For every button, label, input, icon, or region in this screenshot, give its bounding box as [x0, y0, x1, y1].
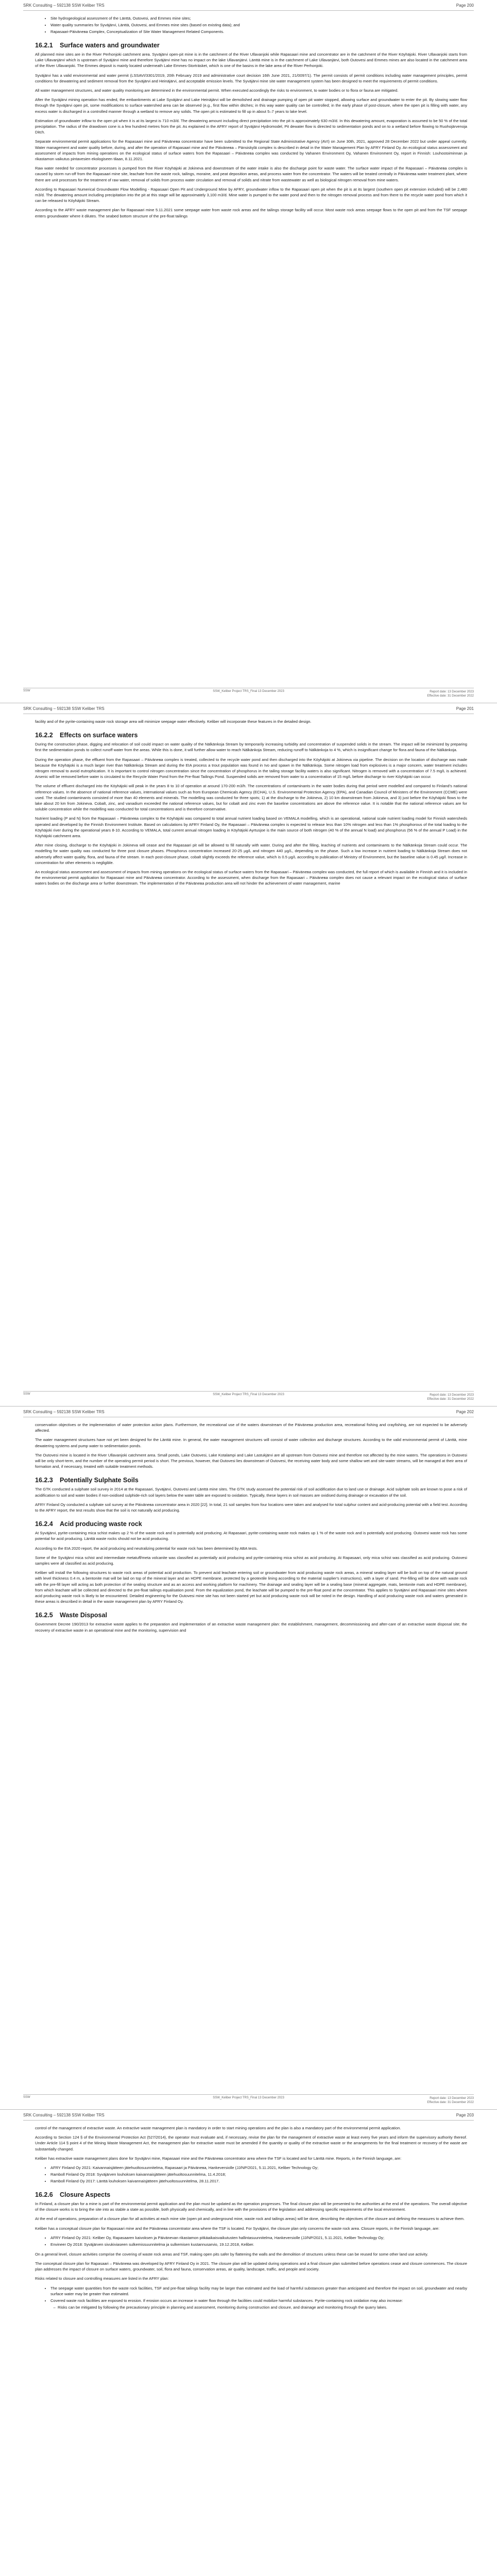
paragraph: Nutrient loading (P and N) from the Rapasaari – Päivänева complex to the Köyhäjoki was compared to total annual nutrient loading based on VEMALA modelling, which is an operational, national scale nutrient loading model for Finnish watersheds operated and developed by the Finnish Environment Institute. Based on calculations by AFRY Finland Oy, the Rapasaari – Päivänева complex is expected to release less than 10% nitrogen and less than 1% phosphorous of the total loading to the Köyhäjoki river during the operational years 8-10. According to VEMALA, total current annual nitrogen loading in Köyhäjoki Ayrtusjoe is the main source of both nitrogen (40 % of the annual N load) and phosphorus (56 % of the annual P Load) in the Köyhäjoki catchment area. — [35, 816, 467, 839]
paragraph: Keliber will install the following structures to waste rock areas of potential acid production. To prevent acid leachate entering soil or groundwater from acid producing waste rock areas, a mineral sealing layer will be built on top of the natural ground with level thickness 0.4 m, a bentonite mat will be laid on top of the mineral layer and an HDPE membrane, protected by a geotextile lining according to the material supplier's instructions), with a layer of sand. Pre-filling will be done with waste rock with the pre-fill layer will acting as both protection of the sealing structure and as an access and working platform for machinery. The drainage and sealing layer will be a sealing base (mineral aggregate, mats, bentonite mats and HDPE membrane), from which leachate will be collected and directed to the pre-float tailings equalisation pond. From the equalization pond, the leachate will be pumped to the pre-float pond at the concentrator. This applies to Syväjärvi and Rapasaari mine sites where acid producing waste rock is likely to be encountered. Detailed engineering for the Outovesi mine site has not been started yet but acid producing waste rock will be noted in the design. Handling of acid producing waste rock and waters generated in these areas is described in detail in the waste management plan by AFRY Finland Oy. — [35, 1570, 467, 1604]
paragraph: conservation objectives or the implementation of water protection action plans. Furthermore, the recreational use of the waters downstream of the Päivänева production area, recreational fishing and crayfishing, are not expected to be adversely affected. — [35, 1422, 467, 1433]
paragraph: According to the EIA 2020 report, the acid producing and neutralizing potential for waste rock has been determined by ABA tests. — [35, 1546, 258, 1551]
bullet-list — [35, 2285, 467, 2310]
paragraph: At Syväjärvi, pyrite-containing mica schist makes up 2 % of the waste rock and is potentially acid producing. At Rapasaari, pyrite-containing waste rock makes up 1 % of the waste rock and is potentially acid producing. Outovesi waste rock has some potential for acid producing. Länttä waste rocks should not be acid producing. — [35, 1531, 467, 1541]
sub-list-item: – Risks can be mitigated by following the precautionary principle in planning and assessment, monitoring during construction and closure, and drainage and monitoring through the quarry lakes. — [58, 2304, 467, 2310]
list-item: • Ramboll Finland Oy 2017: Länttä louhoksen kaivannaisjätteen jätehuoltosuunnitelma, 28.11.2017. — [50, 2178, 467, 2184]
section-title: Closure Aspects — [60, 2191, 111, 2199]
list-item: • Site hydrogeological assessment of the Länttä, Outovesi, and Emmes mine sites; — [50, 15, 467, 21]
paragraph: Some of the Syväjärvi mica schist and intermediate metatuff/meta volcanite was classified as potentially acid producing and pyrite-containing mica schist as acid producing. At Rapasaari, only mica schist was classified as acid producing. Outovesi samples were all classified as acid producing. — [35, 1555, 467, 1566]
paragraph: In Finland, a closure plan for a mine is part of the environmental permit application and the plan must be updated as the operation progresses. The final closure plan will be presented to the authorities at the end of the operations. The overall objective of the closure works is to bring the site into as stable a state as possible, both physically and chemically, and in line with the provisions of the legislation and addressing specific requirements of the local environment. — [35, 2201, 467, 2212]
page-body — [35, 15, 467, 685]
bullet-list — [35, 2165, 467, 2184]
paragraph: control of the management of extractive waste. An extractive waste management plan is mandatory in order to start mining operations and the plan is also a mandatory part of the environmental permit application. — [35, 2126, 401, 2130]
page-body — [35, 719, 467, 1388]
section-title: Surface waters and groundwater — [60, 42, 160, 49]
paragraph: All planned mine sites are in the River Perhonjoki catchment area. Syväjärvi open-pit mine is in the catchment of the River Ullavanjoki while Rapasaari mine and concentrator are in the catchment of the River Köyhäjoki. River Ullavanjoki starts from Lake Ullavanjärvi which is upstream of Syväjärvi mine and therefore Syväjärvi mine has no impact on the lake Ullavanjärvi. Länttä mine is in the catchment of Lake Ullavanjärvi, both Outovesi and Emmes mines are also located in the catchment area of the River Ullavanjoki. The Emmes deposit is mainly located underneath Lake Emmes-Storträsket, which is one of the basins in the lake area of the River Perhonjoki. — [35, 52, 467, 69]
paragraph: Syväjärvi has a valid environmental and water permit (LSSAVI/3301/2019, 20th February 2019 and administrative court decision 16th June 2021, 21/0097/1). The permit consists of permit conditions including water management principles, permit conditions for dewatering and sediment removal from the Syväjärvi and Heinäjärvi, and acceptable emission levels. The Syväjärvi mine site water management system has been designed to meet the requirements of permit conditions. — [35, 73, 467, 83]
paragraph: On a general level, closure activities comprise the covering of waste rock areas and TSF, making open pits safer by flattening the walls and the demolition of structures unless these can be reused for some other land use activity. — [35, 2251, 429, 2257]
section-heading — [35, 1612, 467, 1619]
paragraph: After mine closing, discharge to the Köyhäjoki in Jokineva will cease and the Rapasaari pit will be allowed to fill naturally with water. During and after the filling, leaching of nutrients and contaminants to the Nälkänkoja Stream could occur. The modelling for water quality was conducted for three post closure phases. Phosphorus concentration increased 20-25 µg/L and nitrogen 440 µg/L, depending on the phase. Such a low increase in nutrient loading to Nälkänkoja Stream does not adversely affect water quality, flora, and fauna of the stream. In each post-closure phase, cobalt slightly exceeds the reference value, which is 0.5 µg/L according to publication of Ministry of Environment, but the baseline value is 0.45 µg/l. Increase in concentration for other elements is negligible. — [35, 843, 467, 865]
page-footer — [23, 2094, 474, 2105]
paragraph: During the construction phase, digging and relocation of soil could impact on water quality of the Nälkänkoja Stream by temporarily increasing turbidity and concentration of suspended solids in the stream. The impact will be minimized by preparing first the sedimentation ponds to collect runoff water from the areas. While this is done, it will further allow water to reach Nälkänkoja Stream, reducing runoff to Nälkänkoja to 4 %, which is insignificant change for flora and fauna of the Nälkänkoja. — [35, 742, 467, 753]
paragraph: According to the AFRY waste management plan for Rapasaari mine 5.11.2021 some seepage water from waste rock areas and the tailings storage facility will occur. Most waste rock areas seepage flows to the open pit and from the TSF seepage enters groundwater where it dilutes. The seabed bottom structure of the pre-float tailings — [35, 208, 467, 218]
section-heading — [35, 1477, 467, 1484]
page-body — [35, 1422, 467, 2092]
footer-code: SSW — [23, 689, 30, 692]
section-number: 16.2.5 — [35, 1612, 53, 1619]
footer-dates: Report date: 13 December 2023 Effective date: 31 December 2022 — [427, 2097, 474, 2104]
section-title: Potentially Sulphate Soils — [60, 1477, 139, 1484]
page-header — [23, 1410, 474, 1417]
footer-code: SSW — [23, 1393, 30, 1396]
list-item: • Covered waste rock facilities are exposed to erosion. If erosion occurs an increase in water flow through the facilities could mobilize harmful substances. Pyrite-containing rock oxidation may also increase: — [50, 2298, 467, 2303]
bullet-list — [35, 2235, 467, 2247]
section-heading — [35, 1520, 467, 1528]
paragraph: The Outovesi mine is located in the River Ullavanjoki catchment area. Small ponds, Lake Outovesi, Lake Kotalampi and Lake Lastukjärvi are all upstream from Outovesi mine and therefore not affected by the mine waters. The operations in Outovesi will be only short-term, and the number of the operating permit period is short. The previous, however, that Outovesi lies downstream of Outovesi, the receiving water body and some shallow wet and site-water streams, will be managed at their area of formation and, if necessary, treated with suitable treatment methods. — [35, 1452, 467, 1469]
list-item: • Water quality summaries for Syväjärvi, Länttä, Outovesi, and Emmes mine sites (based on existing data); and — [50, 22, 467, 28]
document-page-4 — [0, 2110, 497, 2576]
document-page-1 — [0, 0, 497, 703]
paragraph: The water management structures have not yet been designed for the Länttä mine. In general, the water management structures will consist of water collection and discharge structures. According to the valid environmental permit of Länttä, mine dewatering systems and pump water to sedimentation ponds. — [35, 1437, 467, 1448]
document-page-2 — [0, 703, 497, 1406]
header-title: SRK Consulting – 592138 SSW Keliber TRS — [23, 3, 105, 8]
list-item: • The seepage water quantities from the waste rock facilities, TSF and pre-float tailings facility may be larger than estimated and the load of harmful substances greater than anticipated and therefore the impact on soil, groundwater and nearby surface water may be greater than estimated. — [50, 2285, 467, 2297]
page-footer — [23, 688, 474, 699]
section-number: 16.2.4 — [35, 1520, 53, 1528]
footer-code: SSW — [23, 2096, 30, 2099]
section-heading — [35, 2191, 467, 2198]
section-heading — [35, 732, 467, 739]
paragraph: An ecological status assessment and assessment of impacts from mining operations on the ecological status of surface waters from the Rapasaari – Päivänева complex was conducted, the full report of which is available in Finnish and it is included in the environmental permit application for Rapasaari mine and Päivänева concentrator. According to the assessment, when discharge from the Rapasaari – Päivänева complex does not cause a relevant impact on the ecological status of surface waters bodies on the discharge area or further downstream. The implementation of the Päivänева production area will not hinder the achievement of water management, marine — [35, 870, 467, 886]
paragraph: According to Rapasaari Numerical Groundwater Flow Modelling - Rapasaari Open Pit and Underground Mine by AFRY, groundwater inflow to the Rapasaari open pit when the pit is at its largest (southern open pit extension included) will be 2,480 m3/d. The dewatering amount including precipitation into the pit at this stage will be approximately 3,100 m3/d. Mine water is pumped to the water pond and then to the nitrogen removal process and from there to the recycle water pond from which it can be released to Köyhäjoki Stream. — [35, 187, 467, 204]
page-header — [23, 706, 474, 714]
page-header — [23, 3, 474, 11]
page-footer — [23, 1391, 474, 1402]
section-number: 16.2.3 — [35, 1477, 53, 1484]
list-item: • Envineer Oy 2018: Syväjärven sivukiviaseen sulkemissuunnitelma ja sulkemisen kustannusarvio, 19.12.2018, Keliber. — [50, 2242, 467, 2247]
paragraph: During the operation phase, the effluent from the Rapasaari – Päivänева complex is treated, collected to the recycle water pond and then discharged into the Köyhäjoki at Jokineva via pipeline. The decision on the location of discharge was made because the Köyhäjoki is a much larger river than Nälkänkoja Stream and during the EIA process a trout population was found in Ivo and spawn in the Nälkänkoja. Some nitrogen load from explosives is a major concern, water treatment includes nitrogen removal to avoid eutrophication. It is important to control nitrogen concentration since the concentration of phosphorus in the tailing storage facility waters is also significant. Nitrogen is removed with a concentration of 7.5 mg/L is achieved. Arsenic will be removed before water is circulated to the Recycle Water Pond from the Pre-float Tailings Pond. Suspended solids are removed from water to a concentration of 15 mg/L before discharge to river Köyhäjoki can occur. — [35, 757, 467, 779]
paragraph: The conceptual closure plan for Rapasaari – Päivänева was developed by AFRY Finland Oy in 2021. The closure plan will be updated during operations and a final closure plan submitted before operations cease and closure commences. The closure plan addresses the impact of closure on surface waters, groundwater, soil, flora and fauna, conservation areas, air quality, landscape, traffic, and people and society. — [35, 2261, 467, 2272]
section-heading — [35, 42, 467, 49]
page-number: Page 203 — [456, 2113, 474, 2117]
paragraph: Raw water needed for concentrator processes is pumped from the River Köyhäjoki at Jokineva and downstream of the water intake is also the discharge point for waste water. The surface water impact of the Rapasaari – Päivänева complex is caused by storm run-off from the Rapasaari mine site, leachate from the waste rock, tailings, moraine, and peat deposition areas, and process water from the concentrator. The waters will be treated centrally in Päivänева water treatment plant, where there are unit processes for the treatment of raw water, removal of solids from process water circulation and removal of solids and nitrate from wastewater as well as biological nitrogen removal from mine waters. — [35, 166, 467, 182]
paragraph: Keliber has a conceptual closure plan for Rapasaari mine and the Päivänева concentrator area where the TSF is located. For Syväjärvi, the closure plan only concerns the waste rock area. Closure reports, in the Finnish language, are: — [35, 2226, 440, 2231]
section-title: Waste Disposal — [60, 1612, 107, 1619]
list-item: • Rapasaari-Päivänева Complex, Conceptualization of Site Water Management Related Components. — [50, 29, 467, 35]
section-number: 16.2.1 — [35, 42, 53, 49]
page-header — [23, 2113, 474, 2121]
section-title: Effects on surface waters — [60, 732, 138, 739]
paragraph: AFRY Finland Oy conducted a sulphate soil survey at the Päivänева concentrator area in 2020 [22]. In total, 21 soil samples from four locations were taken and analysed for total sulphur content and acid-producing potential with a field test. According to the AFRY report, the test results show that the soil is not naturally acid producing. — [35, 1502, 467, 1513]
footer-file: SSW_Keliber Project TRS_Final 13 December 2023 — [213, 1393, 284, 1396]
header-title: SRK Consulting – 592138 SSW Keliber TRS — [23, 1410, 105, 1414]
document-page-3 — [0, 1406, 497, 2110]
paragraph: At the end of operations, preparation of a closure plan for all activities at each mine site (open pit and underground mine, waste rock and tailings areas) will be done, describing the objectives of the closure and defining the measures to achieve them. — [35, 2216, 465, 2222]
paragraph: According to Section 124 § of the Environmental Protection Act (527/2014), the operator must evaluate and, if necessary, revise the plan for the management of extractive waste at least every five years and inform the supervisory authority thereof. Under Article 114 § point 4 of the Mining Waste Management Act, the management plan for extractive waste must be amended if the quantity or quality of the extractive waste or the arrangements for the final treatment or recovery of the waste are substantially changed. — [35, 2135, 467, 2151]
paragraph: After the Syväjärvi mining operation has ended, the embankments at Lake Syväjärvi and Lake Heinäjärvi will be demolished and drainage pumping of open pit water stopped, allowing surface and groundwater to enter the pit. By slowing water flow through the Syväjärvi open pit, some modifications to surface watershed area can be observed (e.g., first flow within ditches; in this way water quality can be controlled; in the early phase of post-closure, where the open pit is filling with water, any excess water is discharged in a controlled manner through a wetland to remove any solids. The open pit is estimated to fill up in about 5–7 years to lake level. — [35, 97, 467, 114]
footer-dates: Report date: 13 December 2023 Effective date: 31 December 2022 — [427, 690, 474, 698]
paragraph: Separate environmental permit applications for the Rapasaari mine and Päivänева concentrator have been submitted to the Regional State Administrative Agency (AVI) on June 30th, 2021, approved 28 December 2022 but under appeal currently. Water management and water quality before, during, and after the operation of Rapasaari mine and the Päivänева – Pänsiskylä complex is described in detail in the Water Management Plan by AFRY Finland Oy. An ecological status assessment and assessment of impacts from mining operations on the ecological status of surface waters from the Rapasaari – Päivänева complex was conducted by Vahanen Environment Oy, Vahanen Environment Oy, report in Finnish: Louhostoiminnan ja rikastamon vaikutus pintavesien ekologiseen tilaan, 8.11.2021. — [35, 139, 467, 162]
list-item: • AFRY Finland Oy 2021: Kaivannaisjätteen jätehuoltosuunnitelma, Rapasaari ja Päivänева, Hankeversiolle (JJ/NP/2021, 5.11.2021, Keliber Technology Oy; — [50, 2165, 467, 2171]
page-body — [35, 2125, 467, 2576]
page-number: Page 202 — [456, 1410, 474, 1414]
paragraph: Risks related to closure and controlling measures are listed in the AFRY plan: — [35, 2276, 169, 2281]
paragraph: The GTK conducted a sulphate soil survey in 2014 at the Rapasaari, Syväjärvi, Outovesi and Länttä mine sites. The GTK study assessed the potential risk of soil acidification due to land use or drainage. Acid sulphate soils are known to pose a risk of acidification to soil and water bodies if non-oxidised sulphide-rich soil layers below the water table are exposed to oxidation. Typically, these layers in soil masses are oxidised during drainage or excavation of the soil. — [35, 1487, 467, 1498]
footer-dates: Report date: 13 December 2023 Effective date: 31 December 2022 — [427, 1394, 474, 1401]
section-title: Acid producing waste rock — [60, 1520, 142, 1528]
paragraph: Estimation of groundwater inflow to the open pit when it is at its largest is 710 m3/d. The dewatering amount including direct precipitation into the pit is approximately 630 m3/d. In this dewatering amount, evaporation is assumed to be 50 % of the total precipitation. The radius of the drawdown cone is a few hundred metres from the pit. As explained in the AFRY report of Syväjärvi Hydromodel, Pit dewater flow is directed to sedimentation ponds and on to a wetland before flowing to Ruohojärvenoja Ditch. — [35, 118, 467, 135]
header-title: SRK Consulting – 592138 SSW Keliber TRS — [23, 2113, 105, 2117]
section-number: 16.2.6 — [35, 2191, 53, 2199]
page-number: Page 201 — [456, 706, 474, 711]
page-number: Page 200 — [456, 3, 474, 8]
paragraph: facility and of the pyrite-containing waste rock storage area will minimize seepage water effectively. Keliber will incorporate these features in the detailed design. — [35, 719, 312, 724]
paragraph: Keliber has extractive waste management plans done for Syväjärvi mine, Rapasaari mine and the Päivänева concentrator area where the TSF is located and for Länttä mine. Reports, in the Finnish language, are: — [35, 2156, 402, 2161]
section-number: 16.2.2 — [35, 732, 53, 739]
paragraph: All water management structures, and water quality monitoring are determined in the environmental permit. When executed accordingly the risks to environment, to water bodies or to flora or fauna are mitigated. — [35, 88, 399, 93]
footer-file: SSW_Keliber Project TRS_Final 13 December 2023 — [213, 2096, 284, 2099]
footer-file: SSW_Keliber Project TRS_Final 13 December 2023 — [213, 690, 284, 693]
paragraph: Government Decree 190/2013 for extractive waste applies to the preparation and implementation of an extractive waste management plan: the establishment, management, decommissioning and after-care of an extractive waste disposal site; the recovery of extractive waste in an operational mine and the monitoring, supervision and — [35, 1622, 467, 1633]
list-item: • AFRY Finland Oy 2021: Keliber Oy, Rapasaaren kaivoksen ja Päivänevan rikastamon pitkäaikaisvaikutusten hallintasuunnitelma, Hankeversiolle (JJ/NP/2021, 5.11.2021, Keliber Technology Oy; — [50, 2235, 467, 2241]
bullet-list — [35, 15, 467, 35]
list-item: • Ramboll Finland Oy 2018: Syväjärven louhoksen kaivannaisjätteen jätehuoltosuunnitelma, 11.4.2018; — [50, 2172, 467, 2177]
header-title: SRK Consulting – 592138 SSW Keliber TRS — [23, 706, 105, 711]
paragraph: The volume of effluent discharged into the Köyhäjoki will peak in the years 8 to 10 of operation at around 170-200 m3/h. The concentrations of contaminants in the water bodies during that period were modelled and compared to Finland's national reference values. In the absence of national reference values, international values such as from European Chemicals Agency (ECHA), U.S. Environmental Protection Agency (EPA), and Canadian Council of Ministers of the Environment (CCME) were used. The studied contaminants consisted of more than 40 elements and minerals. The modelling was conducted for three spots; 1) at the discharge to the Jokineva, 2) 10 km downstream from Jokineva, and 3) just before the Köyhäjoki flows to the lake about 20 km from Jokineva. Cobalt, zinc, and vanadium exceeded the national reference values, but for cobalt and zinc even the baseline concentrations are above the reference value. It is notable that the national reference values are for soluble concentration while the modelling was conducted for total concentrations and is therefore conservative. — [35, 784, 467, 812]
